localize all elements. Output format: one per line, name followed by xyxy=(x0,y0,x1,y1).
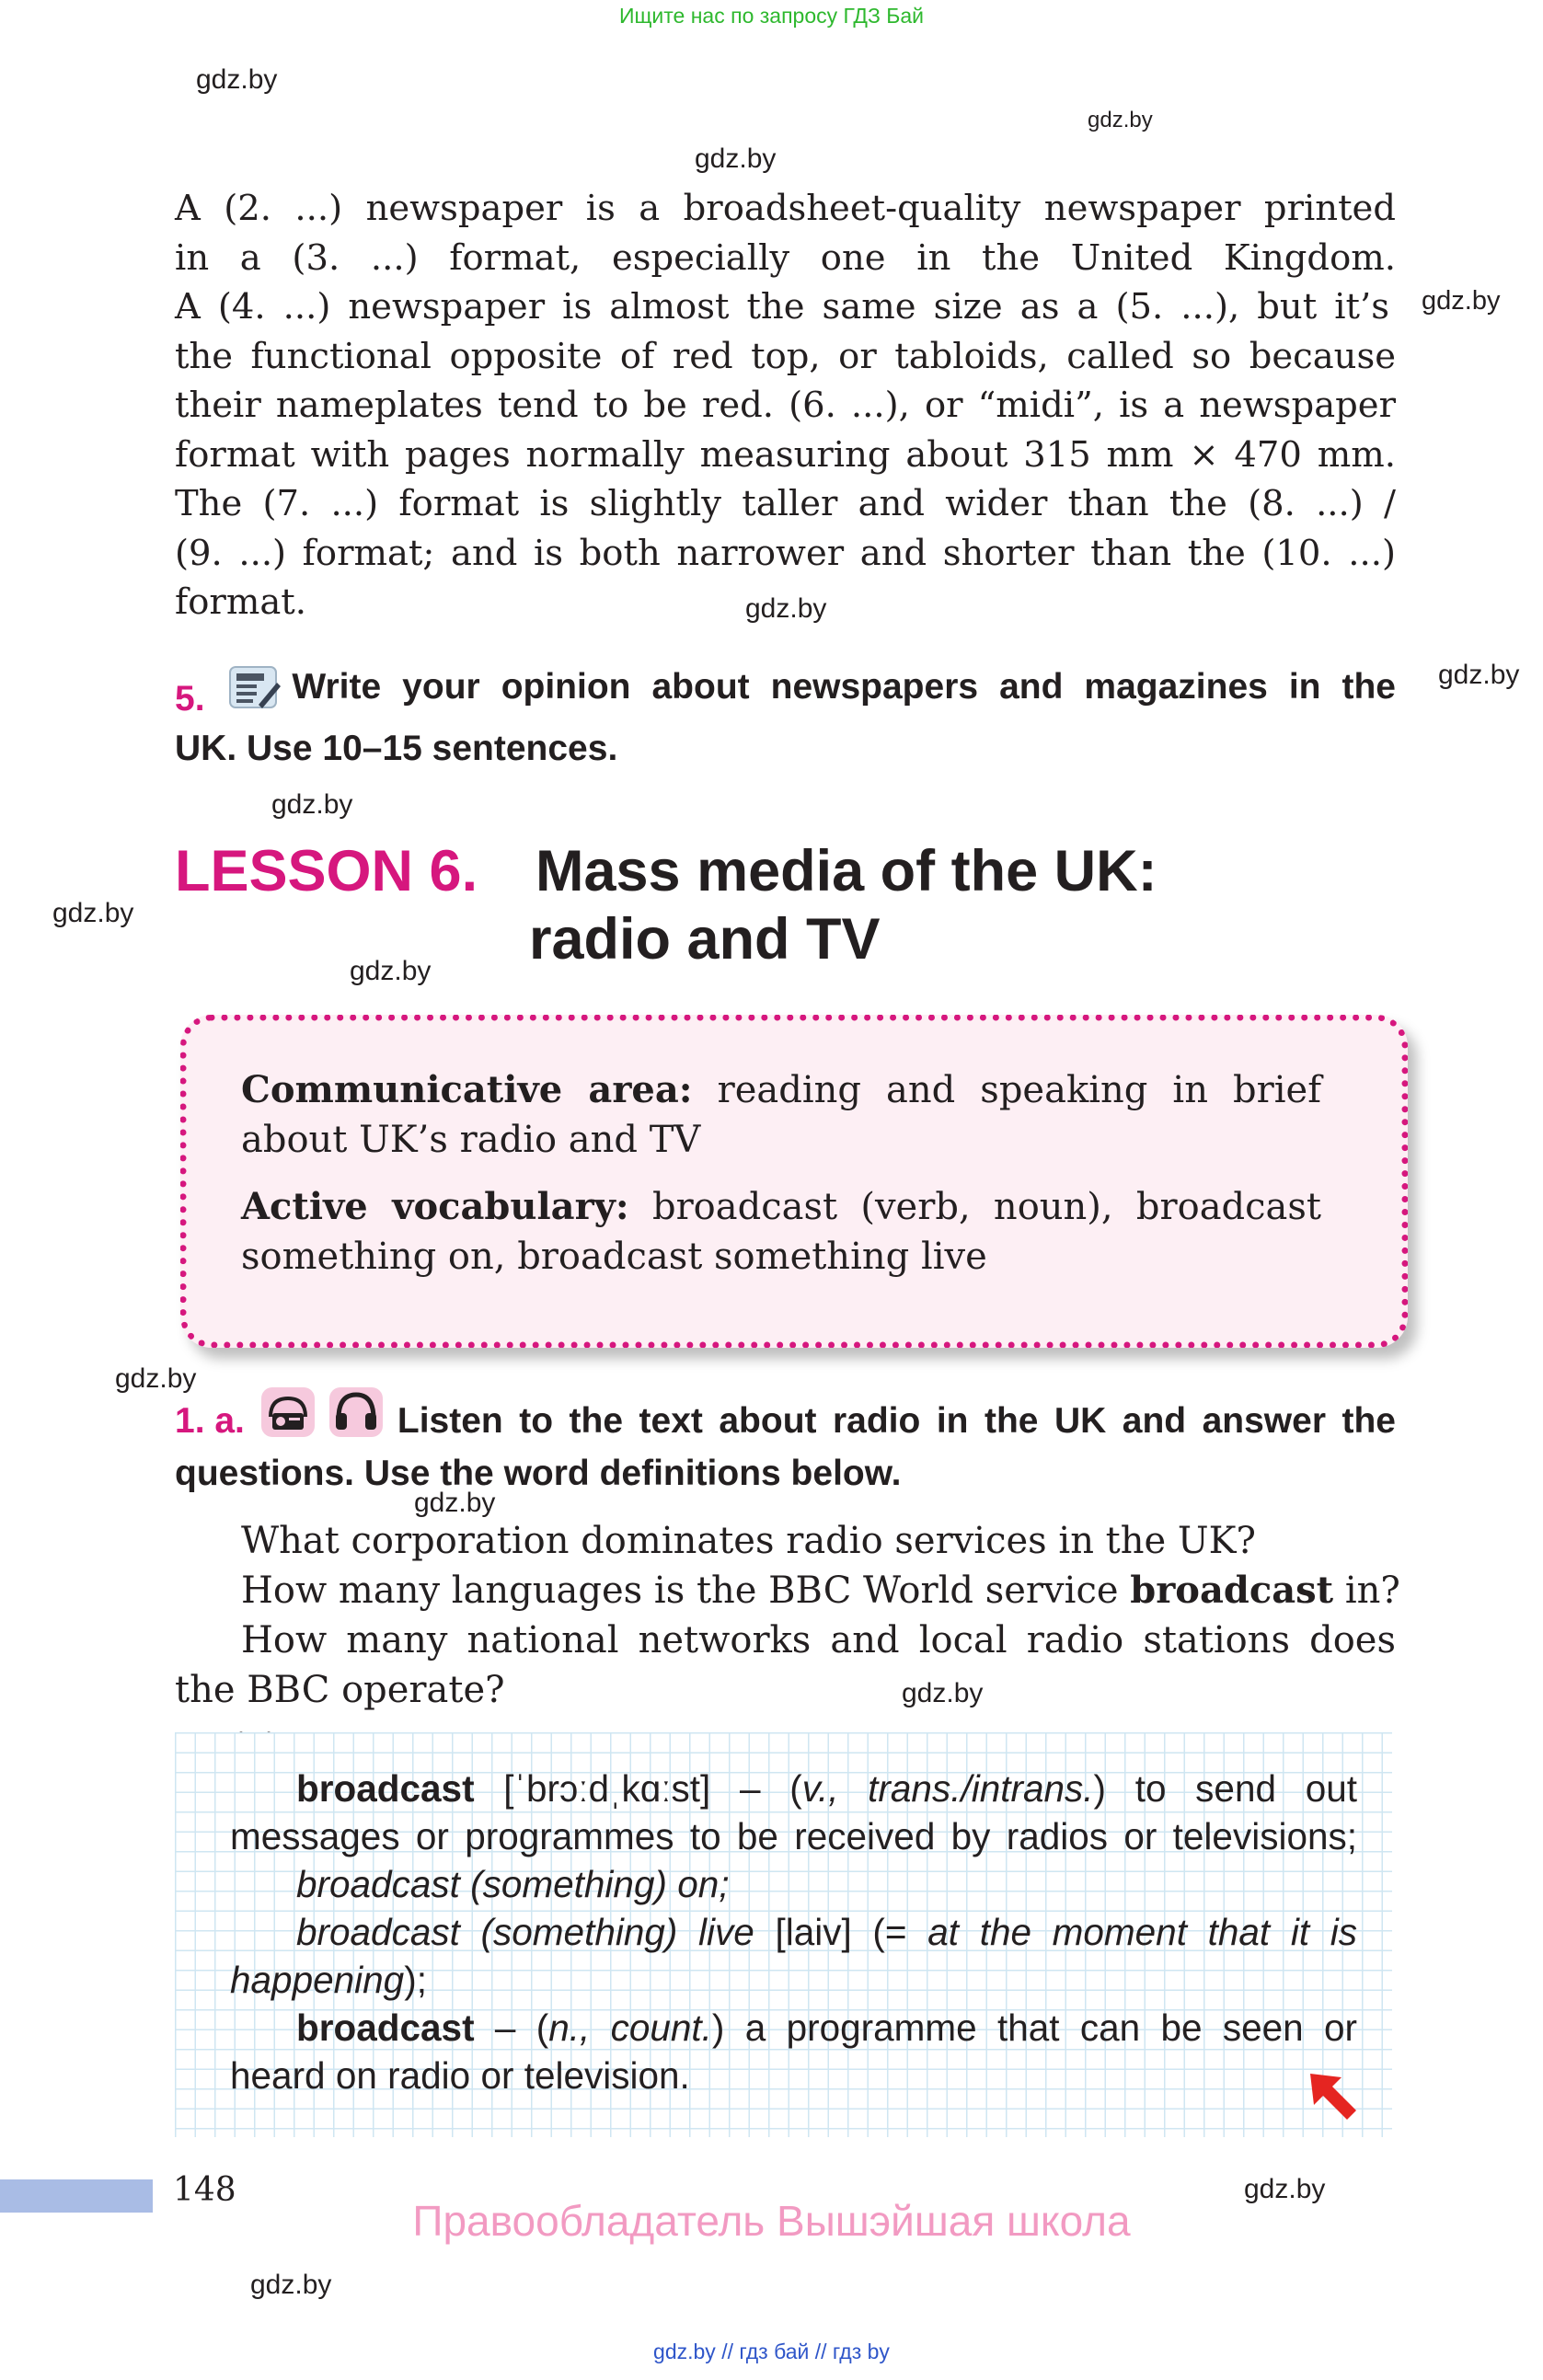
headphones-icon[interactable] xyxy=(328,1385,385,1451)
question-2-end: in? xyxy=(1333,1569,1400,1612)
def-paren: ( xyxy=(459,1863,483,1905)
def-paren: ) xyxy=(654,1863,678,1905)
def-paren: ( xyxy=(459,1911,494,1953)
definition-3 xyxy=(230,1908,1357,1956)
question-2 xyxy=(175,1566,1400,1615)
watermark: gdz.by xyxy=(250,2270,332,2300)
vocab-text-2: something on, broadcast something live xyxy=(241,1236,987,1278)
task-5-line-2: UK. Use 10–15 sentences. xyxy=(175,729,618,768)
paragraph-line: The (7. ...) format is slightly taller and wider than the (8. ...) / xyxy=(175,483,1396,524)
vocab-text: broadcast (verb, noun), broadcast xyxy=(628,1186,1322,1228)
definition-4-line-2: heard on radio or television. xyxy=(230,2054,690,2097)
paragraph-line: format. xyxy=(175,581,307,623)
def-meaning: happening xyxy=(230,1959,405,2001)
watermark: gdz.by xyxy=(52,898,134,928)
def-dash: – ( xyxy=(474,2006,549,2049)
lesson-title-line-1: Mass media of the UK: xyxy=(535,839,1157,903)
question-2-text: How many languages is the BBC World service xyxy=(241,1569,1131,1612)
paragraph-line: A (4. ...) newspaper is almost the same size as a (5. ...), but it’s xyxy=(175,286,1389,328)
def-transcription: [laiv] (= xyxy=(754,1911,928,1953)
watermark: gdz.by xyxy=(1422,286,1501,316)
lesson-title-line-2: radio and TV xyxy=(529,907,881,972)
def-word: broadcast xyxy=(296,1767,475,1810)
watermark: gdz.by xyxy=(414,1488,496,1518)
task-number: 5. xyxy=(175,679,205,719)
paragraph-line: format with pages normally measuring about 315 mm × 470 mm. xyxy=(175,433,1396,476)
def-word: broadcast xyxy=(296,2006,475,2049)
def-phrase: broadcast xyxy=(296,1911,460,1953)
newspaper-paragraph xyxy=(175,184,1396,627)
question-2-keyword: broadcast xyxy=(1130,1569,1334,1612)
question-3-end: the BBC operate? xyxy=(175,1669,505,1711)
vocab-label: Active vocabulary: xyxy=(241,1185,629,1228)
def-phrase: broadcast xyxy=(296,1863,460,1905)
paragraph-line: their nameplates tend to be red. (6. ...), or “midi”, is a newspaper xyxy=(175,385,1396,426)
communicative-area xyxy=(241,1065,1321,1165)
watermark: gdz.by xyxy=(1438,660,1520,690)
def-grammar: n., count. xyxy=(548,2006,712,2049)
watermark: gdz.by xyxy=(1244,2174,1326,2204)
definition-4 xyxy=(230,2004,1357,2052)
task-1a-line-2: questions. Use the word definitions below. xyxy=(175,1454,902,1493)
watermark: gdz.by xyxy=(271,789,353,820)
top-banner[interactable]: Ищите нас по запросу ГДЗ Бай xyxy=(618,4,925,28)
task-5-line-1: Write your opinion about newspapers and magazines in the xyxy=(292,667,1396,707)
question-3: How many national networks and local radio stations does xyxy=(241,1619,1396,1661)
paragraph-line: in a (3. ...) format, especially one in the United Kingdom. xyxy=(175,236,1396,279)
def-phrase-object: something xyxy=(482,1863,655,1905)
definitions xyxy=(230,1765,1357,2099)
active-vocabulary xyxy=(241,1182,1321,1282)
communicative-text: reading and speaking in brief xyxy=(692,1069,1321,1111)
watermark: gdz.by xyxy=(745,593,827,624)
watermark: gdz.by xyxy=(350,956,432,986)
def-phrase-object: something xyxy=(493,1911,665,1953)
definition-3-line-2 xyxy=(230,1956,1357,2004)
def-phrase-end: live xyxy=(698,1911,754,1953)
def-grammar: v., trans./intrans. xyxy=(801,1767,1094,1810)
definition-2 xyxy=(230,1860,1357,1908)
page-number: 148 xyxy=(173,2171,236,2209)
task-5 xyxy=(175,664,1396,772)
def-paren: ); xyxy=(404,1959,427,2001)
questions-block xyxy=(175,1516,1400,1715)
question-1: What corporation dominates radio services in the UK? xyxy=(241,1520,1256,1562)
paragraph-line: the functional opposite of red top, or tabloids, called so because xyxy=(175,335,1396,377)
lesson-heading xyxy=(175,837,478,905)
arrow-icon xyxy=(1307,2070,1362,2129)
definition-1 xyxy=(230,1765,1357,1812)
radio-icon[interactable] xyxy=(259,1385,317,1451)
definition-1-line-2: messages or programmes to be received by radios or televisions; xyxy=(230,1815,1357,1857)
def-paren: ) xyxy=(664,1911,699,1953)
def-meaning: at the moment that it is xyxy=(927,1911,1357,1953)
watermark: gdz.by xyxy=(1088,108,1153,132)
writing-icon xyxy=(227,664,282,726)
def-meaning: ) to send out xyxy=(1093,1767,1358,1810)
watermark: gdz.by xyxy=(902,1678,984,1708)
task-number: 1. a. xyxy=(175,1401,245,1441)
task-1a-line-1: Listen to the text about radio in the UK and answer the xyxy=(397,1401,1396,1441)
watermark: gdz.by xyxy=(695,144,777,174)
def-meaning: ) a programme that can be seen or xyxy=(711,2006,1358,2049)
task-1a xyxy=(175,1398,1396,1497)
lesson-label: LESSON 6. xyxy=(175,839,478,903)
def-transcription: [ˈbrɔːdˌkɑːst] – ( xyxy=(474,1767,802,1810)
copyright: Правообладатель Вышэйшая школа xyxy=(412,2197,1131,2245)
footer-links[interactable]: gdz.by // гдз бай // гдз by xyxy=(653,2340,890,2363)
communicative-text-2: about UK’s radio and TV xyxy=(241,1119,701,1161)
communicative-label: Communicative area: xyxy=(241,1068,693,1111)
paragraph-line: (9. ...) format; and is both narrower and shorter than the (10. ...) xyxy=(175,532,1396,574)
watermark: gdz.by xyxy=(196,64,278,95)
paragraph-line: A (2. ...) newspaper is a broadsheet-quality newspaper printed xyxy=(175,188,1396,229)
def-phrase-end: on; xyxy=(677,1863,730,1905)
watermark: gdz.by xyxy=(115,1363,197,1394)
